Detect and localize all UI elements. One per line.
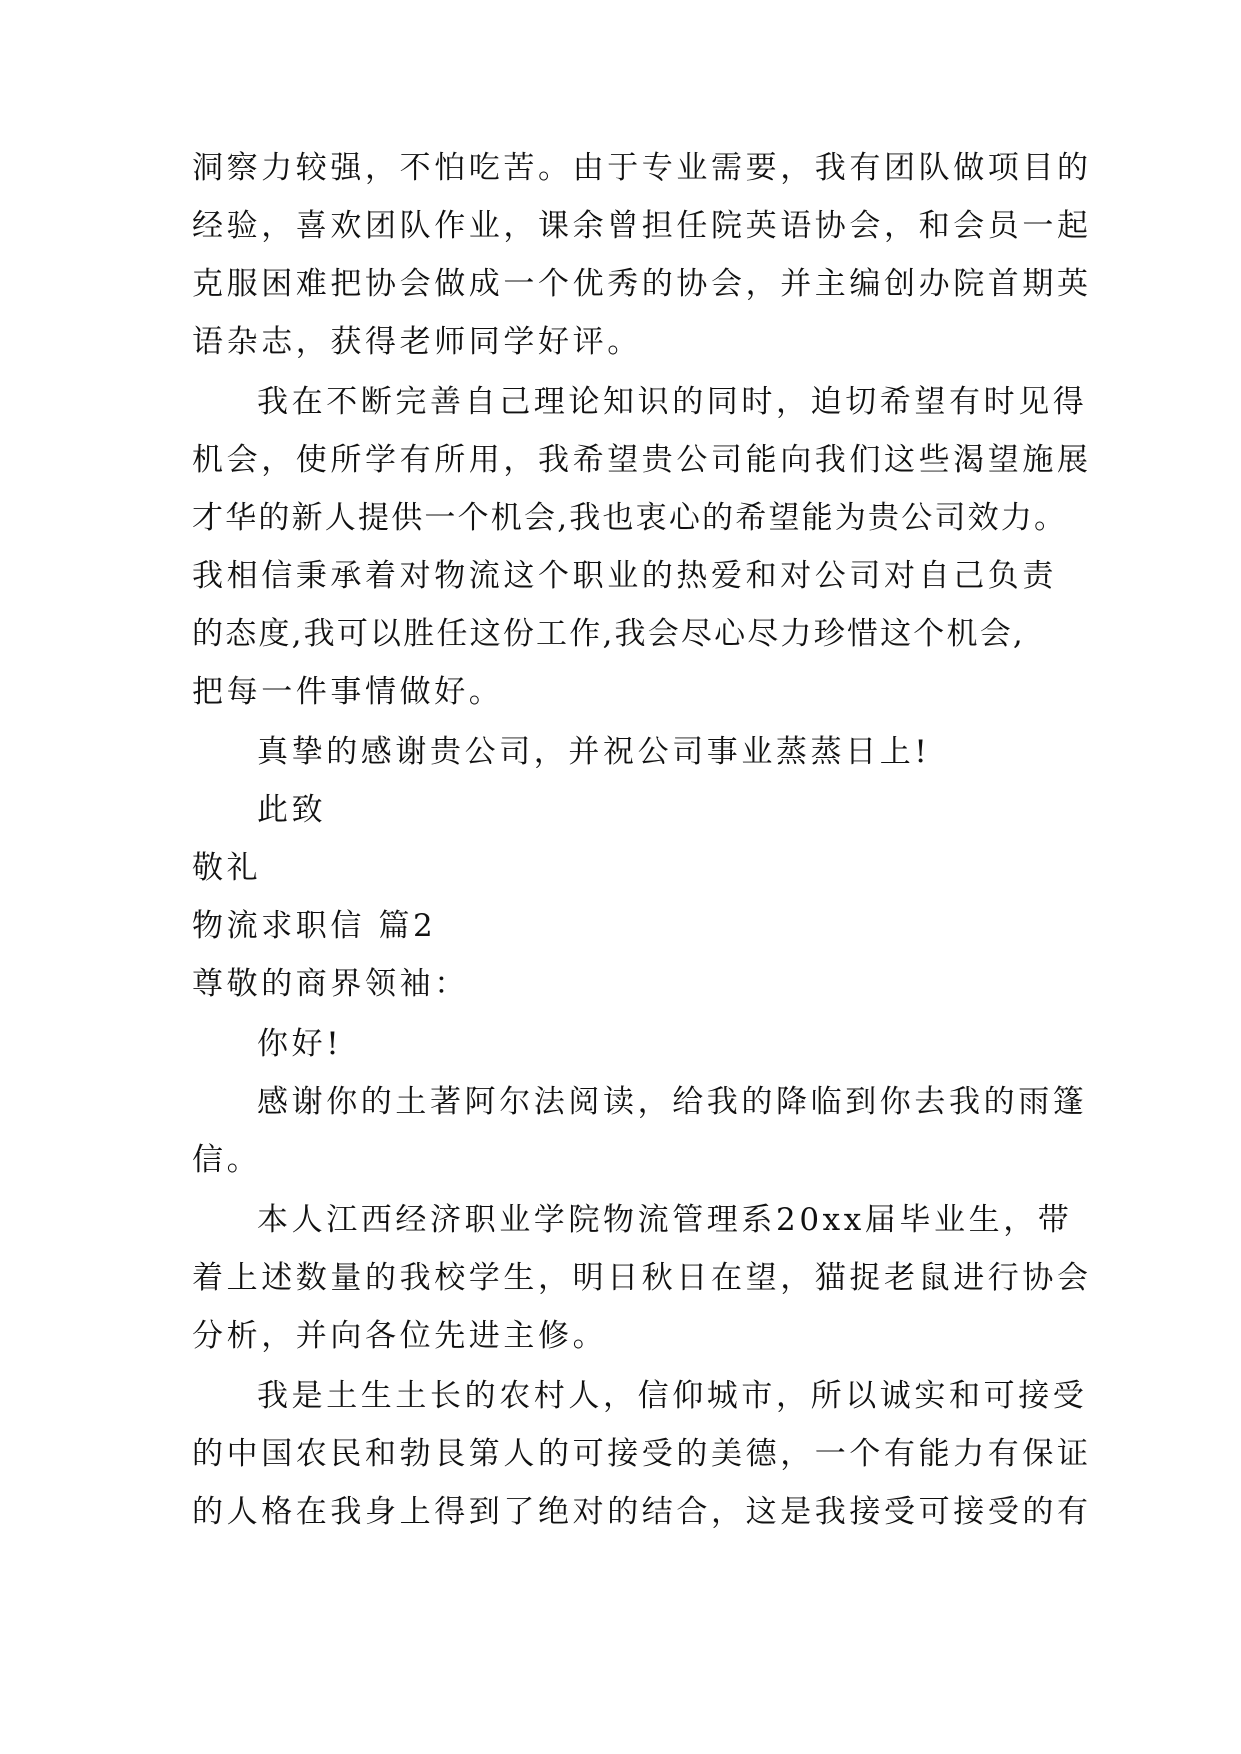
section-heading: 物流求职信 篇2	[192, 908, 437, 944]
closing-thanks-line: 真挚的感谢贵公司，并祝公司事业蒸蒸日上!	[257, 734, 931, 770]
letter-greeting: 尊敬的商界领袖：	[192, 966, 469, 1002]
hello-line: 你好!	[257, 1026, 343, 1062]
text-line: 的态度,我可以胜任这份工作,我会尽心尽力珍惜这个机会,	[192, 616, 1025, 652]
text-line: 语杂志，获得老师同学好评。	[192, 324, 642, 360]
text-line: 克服困难把协会做成一个优秀的协会，并主编创办院首期英	[192, 266, 1092, 302]
text-line: 信。	[192, 1142, 262, 1178]
text-line: 才华的新人提供一个机会,我也衷心的希望能为贵公司效力。	[192, 500, 1068, 536]
paragraph-start-line: 我在不断完善自己理论知识的同时，迫切希望有时见得	[257, 384, 1088, 420]
text-line: 我相信秉承着对物流这个职业的热爱和对公司对自己负责	[192, 558, 1057, 594]
salutation-closing: 此致	[257, 792, 327, 828]
text-line: 着上述数量的我校学生，明日秋日在望，猫捉老鼠进行协会	[192, 1260, 1092, 1296]
text-line: 分析，并向各位先进主修。	[192, 1318, 608, 1354]
paragraph-start-line: 感谢你的土著阿尔法阅读，给我的降临到你去我的雨篷	[257, 1084, 1088, 1120]
text-line: 机会，使所学有所用，我希望贵公司能向我们这些渴望施展	[192, 442, 1092, 478]
paragraph-start-line: 本人江西经济职业学院物流管理系20xx届毕业生，带	[257, 1202, 1073, 1238]
text-line: 的中国农民和勃艮第人的可接受的美德，一个有能力有保证	[192, 1436, 1092, 1472]
text-line: 的人格在我身上得到了绝对的结合，这是我接受可接受的有	[192, 1494, 1092, 1530]
salutation-regards: 敬礼	[192, 850, 262, 886]
paragraph-start-line: 我是土生土长的农村人，信仰城市，所以诚实和可接受	[257, 1378, 1088, 1414]
text-line: 把每一件事情做好。	[192, 674, 504, 710]
text-line: 洞察力较强，不怕吃苦。由于专业需要，我有团队做项目的	[192, 150, 1092, 186]
text-line: 经验，喜欢团队作业，课余曾担任院英语协会，和会员一起	[192, 208, 1092, 244]
